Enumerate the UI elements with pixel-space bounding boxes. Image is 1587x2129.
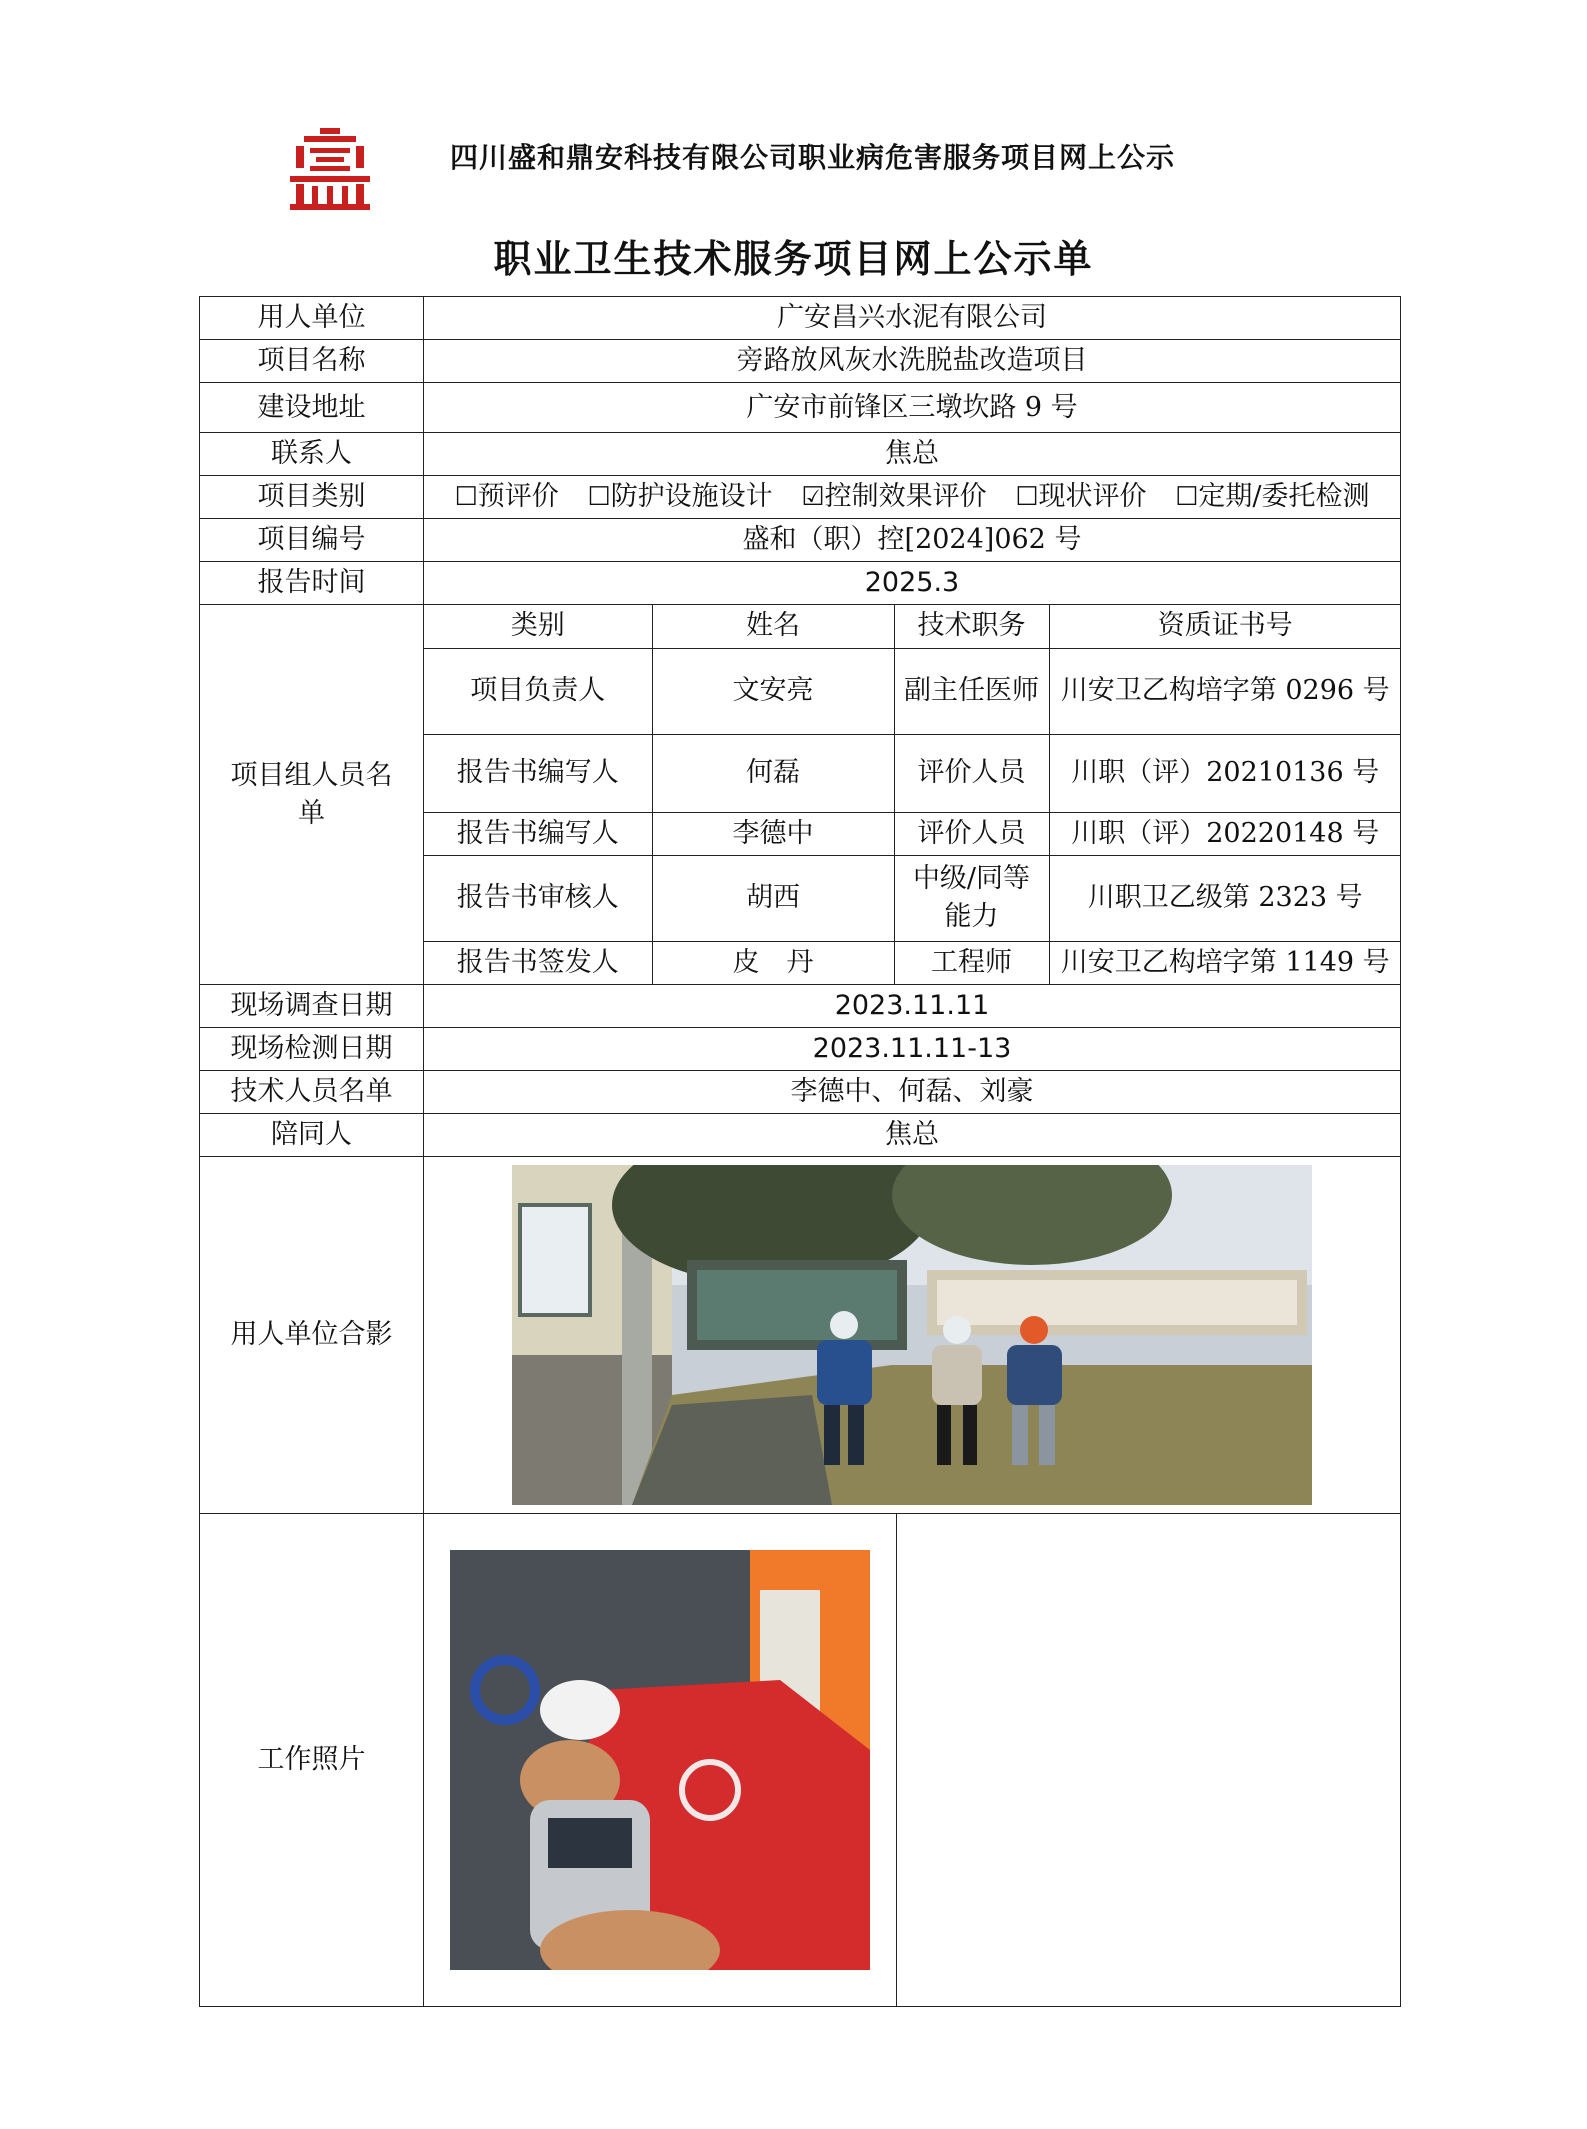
work-photo-table <box>424 1514 1401 2006</box>
notice-table <box>199 296 1401 2007</box>
category-option-control-effect: ☑控制效果评价 <box>801 481 987 513</box>
member-title: 工程师 <box>894 941 1049 984</box>
project-name-label: 项目名称 <box>200 340 424 383</box>
member-name: 何磊 <box>652 734 894 812</box>
checkbox-unchecked-icon: ☐ <box>587 482 611 513</box>
project-name-value: 旁路放风灰水洗脱盐改造项目 <box>424 340 1401 383</box>
row-address <box>200 383 1401 433</box>
table-row <box>424 648 1401 734</box>
category-label: 项目类别 <box>200 476 424 519</box>
category-option-protection-design: ☐防护设施设计 <box>587 481 773 513</box>
category-option-status-evaluation: ☐现状评价 <box>1015 481 1147 513</box>
member-role: 报告书编写人 <box>424 734 652 812</box>
row-survey-date <box>200 985 1401 1028</box>
survey-date-value: 2023.11.11 <box>424 985 1401 1028</box>
address-label: 建设地址 <box>200 383 424 433</box>
member-title: 中级/同等能力 <box>894 855 1049 941</box>
member-title: 评价人员 <box>894 812 1049 855</box>
team-header-name: 姓名 <box>652 605 894 648</box>
checkbox-unchecked-icon: ☐ <box>1015 482 1039 513</box>
work-photo-image <box>450 1550 870 1970</box>
project-no-label: 项目编号 <box>200 519 424 562</box>
member-name: 皮 丹 <box>652 941 894 984</box>
team-header-row <box>424 605 1401 648</box>
project-no-value: 盛和（职）控[2024]062 号 <box>424 519 1401 562</box>
work-photo-row <box>424 1514 1401 2006</box>
row-escort <box>200 1114 1401 1157</box>
escort-value: 焦总 <box>424 1114 1401 1157</box>
org-title: 四川盛和鼎安科技有限公司职业病危害服务项目网上公示 <box>450 141 1176 174</box>
group-photo-image <box>512 1165 1312 1505</box>
employer-value: 广安昌兴水泥有限公司 <box>424 297 1401 340</box>
team-table-cell <box>424 605 1401 985</box>
group-photo-label: 用人单位合影 <box>200 1157 424 1514</box>
member-name: 李德中 <box>652 812 894 855</box>
contact-label: 联系人 <box>200 433 424 476</box>
row-category <box>200 476 1401 519</box>
team-label: 项目组人员名单 <box>200 605 424 985</box>
row-work-photo <box>200 1514 1401 2007</box>
row-project-no <box>200 519 1401 562</box>
technicians-label: 技术人员名单 <box>200 1071 424 1114</box>
work-photo-cell <box>424 1514 1401 2007</box>
team-table <box>424 605 1401 984</box>
table-row <box>424 812 1401 855</box>
row-technicians <box>200 1071 1401 1114</box>
member-cert: 川安卫乙构培字第 1149 号 <box>1049 941 1401 984</box>
test-date-label: 现场检测日期 <box>200 1028 424 1071</box>
test-date-value: 2023.11.11-13 <box>424 1028 1401 1071</box>
row-contact <box>200 433 1401 476</box>
page-header <box>290 128 1390 228</box>
report-time-value: 2025.3 <box>424 562 1401 605</box>
row-group-photo <box>200 1157 1401 1514</box>
row-team <box>200 605 1401 985</box>
member-name: 文安亮 <box>652 648 894 734</box>
row-report-time <box>200 562 1401 605</box>
member-cert: 川职（评）20210136 号 <box>1049 734 1401 812</box>
category-options <box>424 476 1401 519</box>
technicians-value: 李德中、何磊、刘豪 <box>424 1071 1401 1114</box>
address-value: 广安市前锋区三墩坎路 9 号 <box>424 383 1401 433</box>
document-title: 职业卫生技术服务项目网上公示单 <box>493 237 1094 281</box>
work-photo-label: 工作照片 <box>200 1514 424 2007</box>
member-role: 项目负责人 <box>424 648 652 734</box>
table-row <box>424 734 1401 812</box>
row-employer <box>200 297 1401 340</box>
table-row <box>424 941 1401 984</box>
work-photo-right-empty <box>896 1514 1401 2006</box>
survey-date-label: 现场调查日期 <box>200 985 424 1028</box>
team-header-title: 技术职务 <box>894 605 1049 648</box>
report-time-label: 报告时间 <box>200 562 424 605</box>
category-option-periodic-testing: ☐定期/委托检测 <box>1175 481 1370 513</box>
row-project-name <box>200 340 1401 383</box>
member-cert: 川安卫乙构培字第 0296 号 <box>1049 648 1401 734</box>
employer-label: 用人单位 <box>200 297 424 340</box>
member-role: 报告书签发人 <box>424 941 652 984</box>
checkbox-unchecked-icon: ☐ <box>1175 482 1199 513</box>
member-role: 报告书审核人 <box>424 855 652 941</box>
group-photo-cell <box>424 1157 1401 1514</box>
team-header-cert: 资质证书号 <box>1049 605 1401 648</box>
member-role: 报告书编写人 <box>424 812 652 855</box>
row-test-date <box>200 1028 1401 1071</box>
work-photo-left <box>424 1514 896 2006</box>
checkbox-unchecked-icon: ☐ <box>454 482 478 513</box>
member-name: 胡西 <box>652 855 894 941</box>
company-seal-logo-icon <box>290 128 370 210</box>
contact-value: 焦总 <box>424 433 1401 476</box>
member-cert: 川职卫乙级第 2323 号 <box>1049 855 1401 941</box>
member-cert: 川职（评）20220148 号 <box>1049 812 1401 855</box>
table-row <box>424 855 1401 941</box>
checkbox-checked-icon: ☑ <box>801 482 825 513</box>
escort-label: 陪同人 <box>200 1114 424 1157</box>
category-option-pre-evaluation: ☐预评价 <box>454 481 559 513</box>
member-title: 评价人员 <box>894 734 1049 812</box>
team-header-role: 类别 <box>424 605 652 648</box>
member-title: 副主任医师 <box>894 648 1049 734</box>
